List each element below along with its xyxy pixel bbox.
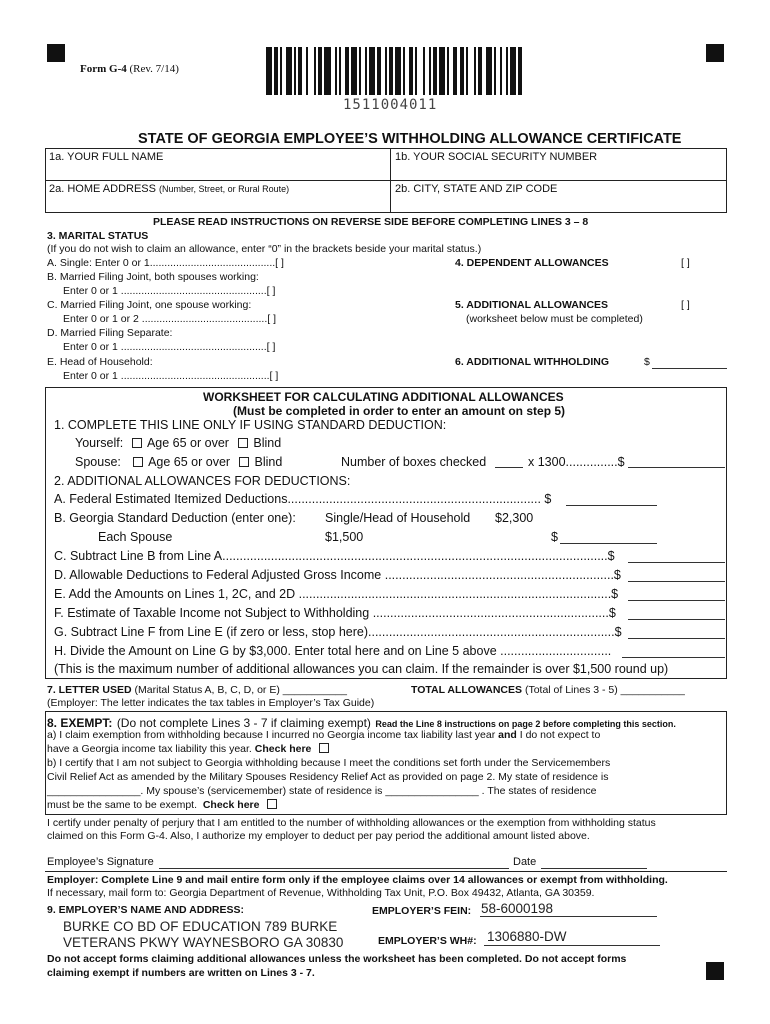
date-input[interactable] (541, 868, 647, 869)
certify-line-2: claimed on this Form G-4. Also, I authorize my employer to deduct per pay period the additional amount listed above. (47, 830, 590, 842)
single-hoh-amount: $2,300 (495, 511, 534, 525)
employer-note-1: Employer: Complete Line 9 and mail entire form only if the employee claims over 14 allowances or exempt from withholding. (47, 874, 668, 886)
boxes-checked-input[interactable] (495, 467, 523, 468)
line-c-input[interactable] (628, 562, 725, 563)
marital-separate-label: D. Married Filing Separate: (47, 327, 173, 339)
full-name-field[interactable]: 1a. YOUR FULL NAME (49, 151, 164, 163)
exempt-label: 8. EXEMPT: (47, 716, 113, 730)
employer-fein-label: EMPLOYER’S FEIN: (372, 905, 472, 917)
single-hoh-label: Single/Head of Household (325, 511, 471, 525)
yourself-row (75, 436, 281, 450)
boxes-checked-label: Number of boxes checked (341, 455, 487, 469)
exempt-right-line (726, 711, 727, 814)
signature-input[interactable] (159, 868, 509, 869)
exempt-a-end: I do not expect to (519, 729, 601, 741)
worksheet-title: WORKSHEET FOR CALCULATING ADDITIONAL ALLOWANCES (203, 390, 564, 404)
line-h-input[interactable] (622, 657, 725, 658)
line-g-label: G. Subtract Line F from Line E (if zero or less, stop here).......................................................................$ (54, 625, 622, 639)
footer-line-1: Do not accept forms claiming additional allowances unless the worksheet has been completed. Do not accept forms (47, 953, 627, 965)
worksheet-subtitle: (Must be completed in order to enter an amount on step 5) (233, 404, 566, 418)
line-f-label: F. Estimate of Taxable Income not Subject to Withholding ....................................................................$ (54, 606, 616, 620)
instructions-banner: PLEASE READ INSTRUCTIONS ON REVERSE SIDE BEFORE COMPLETING LINES 3 – 8 (153, 216, 589, 228)
line-1-amount-input[interactable] (628, 467, 725, 468)
box-bottom-line (45, 212, 727, 213)
yourself-label: Yourself: (75, 436, 124, 450)
employer-fein-value[interactable]: 58-6000198 (481, 901, 554, 916)
letter-employer-note: (Employer: The letter indicates the tax tables in Employer’s Tax Guide) (47, 697, 375, 709)
line-b-input[interactable] (560, 543, 657, 544)
footer-line-2: claiming exempt if numbers are written on Lines 3 - 7. (47, 967, 315, 979)
total-allowances-row[interactable] (411, 684, 685, 696)
spouse-age65-label: Age 65 or over (148, 455, 231, 469)
date-label: Date (513, 856, 537, 868)
exempt-b-line-2: Civil Relief Act as amended by the Military Spouses Residency Relief Act as provided on page 2. My state of residence is (47, 771, 609, 783)
registration-mark-top-right (706, 44, 724, 62)
marital-single[interactable]: A. Single: Enter 0 or 1...........................................[ ] (47, 257, 284, 269)
exempt-bottom-line (45, 814, 727, 815)
each-spouse-label: Each Spouse (98, 530, 173, 544)
barcode-number: 1511004011 (343, 97, 438, 113)
employer-name-label: 9. EMPLOYER’S NAME AND ADDRESS: (47, 904, 244, 916)
dependent-allowances-label: 4. DEPENDENT ALLOWANCES (455, 257, 609, 269)
home-address-label: 2a. HOME ADDRESS (49, 183, 156, 195)
exempt-a-text: a) I claim exemption from withholding because I incurred no Georgia income tax liability last year (47, 729, 496, 741)
worksheet-right-line (726, 387, 727, 678)
employer-top-line (45, 871, 727, 872)
exempt-top-line (45, 711, 727, 712)
line-b-label: B. Georgia Standard Deduction (enter one): (54, 511, 296, 525)
spouse-age65-checkbox[interactable] (133, 457, 143, 467)
employer-wh-label: EMPLOYER’S WH#: (378, 935, 477, 947)
home-address-hint: (Number, Street, or Rural Route) (159, 184, 290, 194)
spouse-blind-label: Blind (254, 455, 283, 469)
total-allowances-rest: (Total of Lines 3 - 5) ___________ (524, 684, 685, 696)
additional-withholding-dollar: $ (644, 356, 650, 368)
exempt-read-note: Read the Line 8 instructions on page 2 before completing this section. (375, 719, 676, 729)
exempt-a-check-label: Check here (254, 743, 312, 755)
certify-line-1: I certify under penalty of perjury that I am entitled to the number of withholding allowances or the exemption from withholding status (47, 817, 656, 829)
exempt-b-check-label: Check here (202, 799, 260, 811)
line-d-label: D. Allowable Deductions to Federal Adjusted Gross Income ..................................................................$ (54, 568, 621, 582)
line-d-input[interactable] (628, 581, 725, 582)
employer-wh-line (484, 945, 660, 946)
worksheet-left-line (45, 387, 46, 678)
marital-joint-one-label: C. Married Filing Joint, one spouse working: (47, 299, 252, 311)
ssn-field[interactable]: 1b. YOUR SOCIAL SECURITY NUMBER (395, 151, 598, 163)
yourself-blind-label: Blind (253, 436, 282, 450)
additional-allowances-note: (worksheet below must be completed) (466, 313, 643, 325)
box-left-line (45, 148, 46, 212)
form-number: Form G-4 (80, 63, 127, 75)
worksheet-line-2: 2. ADDITIONAL ALLOWANCES FOR DEDUCTIONS: (54, 474, 351, 488)
spouse-label: Spouse: (75, 455, 121, 469)
worksheet-bottom-line (45, 678, 727, 679)
employer-name-line-2[interactable]: VETERANS PKWY WAYNESBORO GA 30830 (63, 935, 344, 950)
worksheet-top-line (45, 387, 727, 388)
line-c-label: C. Subtract Line B from Line A...............................................................................................................$ (54, 549, 615, 563)
marital-status-heading: 3. MARITAL STATUS (47, 230, 149, 242)
letter-used-row[interactable] (47, 684, 347, 696)
marital-hoh-label: E. Head of Household: (47, 356, 153, 368)
line-a-label: A. Federal Estimated Itemized Deductions......................................................................... $ (54, 492, 552, 506)
form-revision: (Rev. 7/14) (129, 63, 179, 75)
exempt-b-line-3[interactable]: ________________. My spouse’s (servicemember) state of residence is ________________ . The states of residence (47, 785, 597, 797)
additional-withholding-label: 6. ADDITIONAL WITHHOLDING (455, 356, 609, 368)
exempt-paren: (Do not complete Lines 3 - 7 if claiming exempt) (116, 716, 371, 730)
exempt-a-checkbox[interactable] (319, 743, 329, 753)
registration-mark-top-left (47, 44, 65, 62)
marital-status-note: (If you do not wish to claim an allowance, enter “0” in the brackets beside your marital status.) (47, 243, 482, 255)
line-a-input[interactable] (566, 505, 657, 506)
employer-note-2: If necessary, mail form to: Georgia Department of Revenue, Withholding Tax Unit, P.O. Box 49432, Atlanta, GA 30359. (47, 887, 595, 899)
line-b-dollar: $ (551, 530, 558, 544)
worksheet-line-1: 1. COMPLETE THIS LINE ONLY IF USING STANDARD DEDUCTION: (54, 418, 447, 432)
box-divider (390, 148, 391, 212)
letter-used-rest: (Marital Status A, B, C, D, or E) ___________ (134, 684, 347, 696)
form-title: STATE OF GEORGIA EMPLOYEE’S WITHHOLDING ALLOWANCE CERTIFICATE (138, 131, 682, 147)
registration-mark-bottom-right (706, 962, 724, 980)
exempt-a-and: and (498, 729, 517, 741)
line-h-label: H. Divide the Amount on Line G by $3,000. Enter total here and on Line 5 above ................................ (54, 644, 612, 658)
box-mid-line (45, 180, 727, 181)
marital-hoh[interactable]: Enter 0 or 1 ...................................................[ ] (63, 370, 279, 382)
exempt-b-line-1: b) I certify that I am not subject to Georgia withholding because I meet the conditions set forth under the Servicemembers (47, 757, 611, 769)
line-h-note: (This is the maximum number of additional allowances you can claim. If the remainder is over $1,500 round up) (54, 662, 669, 676)
yourself-age65-checkbox[interactable] (132, 438, 142, 448)
exempt-a-line-1 (47, 729, 600, 741)
spouse-row (75, 455, 282, 469)
home-address-field[interactable] (49, 183, 289, 195)
spouse-blind-checkbox[interactable] (239, 457, 249, 467)
additional-allowances-label: 5. ADDITIONAL ALLOWANCES (455, 299, 609, 311)
marital-joint-one[interactable]: Enter 0 or 1 or 2 ...........................................[ ] (63, 313, 276, 325)
letter-used-label: 7. LETTER USED (47, 684, 132, 696)
line-g-input[interactable] (628, 638, 725, 639)
marital-joint-both-label: B. Married Filing Joint, both spouses working: (47, 271, 259, 283)
each-spouse-amount: $1,500 (325, 530, 364, 544)
city-state-zip-field[interactable]: 2b. CITY, STATE AND ZIP CODE (395, 183, 558, 195)
box-top-line (45, 148, 727, 149)
total-allowances-label: TOTAL ALLOWANCES (411, 684, 523, 696)
form-id (80, 63, 179, 75)
barcode-bar (522, 47, 524, 95)
exempt-left-line (45, 711, 46, 814)
exempt-a-line-2 (47, 743, 331, 755)
line-f-input[interactable] (628, 619, 725, 620)
additional-allowances-input[interactable]: [ ] (681, 299, 690, 311)
yourself-age65-label: Age 65 or over (146, 436, 229, 450)
line-e-label: E. Add the Amounts on Lines 1, 2C, and 2D ..........................................................................................$ (54, 587, 619, 601)
additional-withholding-input[interactable] (652, 368, 727, 369)
dependent-allowances-input[interactable]: [ ] (681, 257, 690, 269)
box-right-line (726, 148, 727, 212)
exempt-b-text-4: must be the same to be exempt. (47, 799, 197, 811)
employer-fein-line (480, 916, 657, 917)
x1300-label: x 1300...............$ (528, 455, 625, 469)
exempt-b-line-4 (47, 799, 279, 811)
signature-label: Employee’s Signature (47, 856, 154, 868)
exempt-b-checkbox[interactable] (267, 799, 277, 809)
exempt-a-text-2: have a Georgia income tax liability this year. (47, 743, 252, 755)
yourself-blind-checkbox[interactable] (238, 438, 248, 448)
line-e-input[interactable] (628, 600, 725, 601)
marital-separate[interactable]: Enter 0 or 1 ..................................................[ ] (63, 341, 276, 353)
employer-wh-value[interactable]: 1306880-DW (487, 929, 567, 944)
marital-joint-both[interactable]: Enter 0 or 1 ..................................................[ ] (63, 285, 276, 297)
barcode (266, 47, 524, 95)
employer-name-line-1[interactable]: BURKE CO BD OF EDUCATION 789 BURKE (63, 919, 338, 934)
